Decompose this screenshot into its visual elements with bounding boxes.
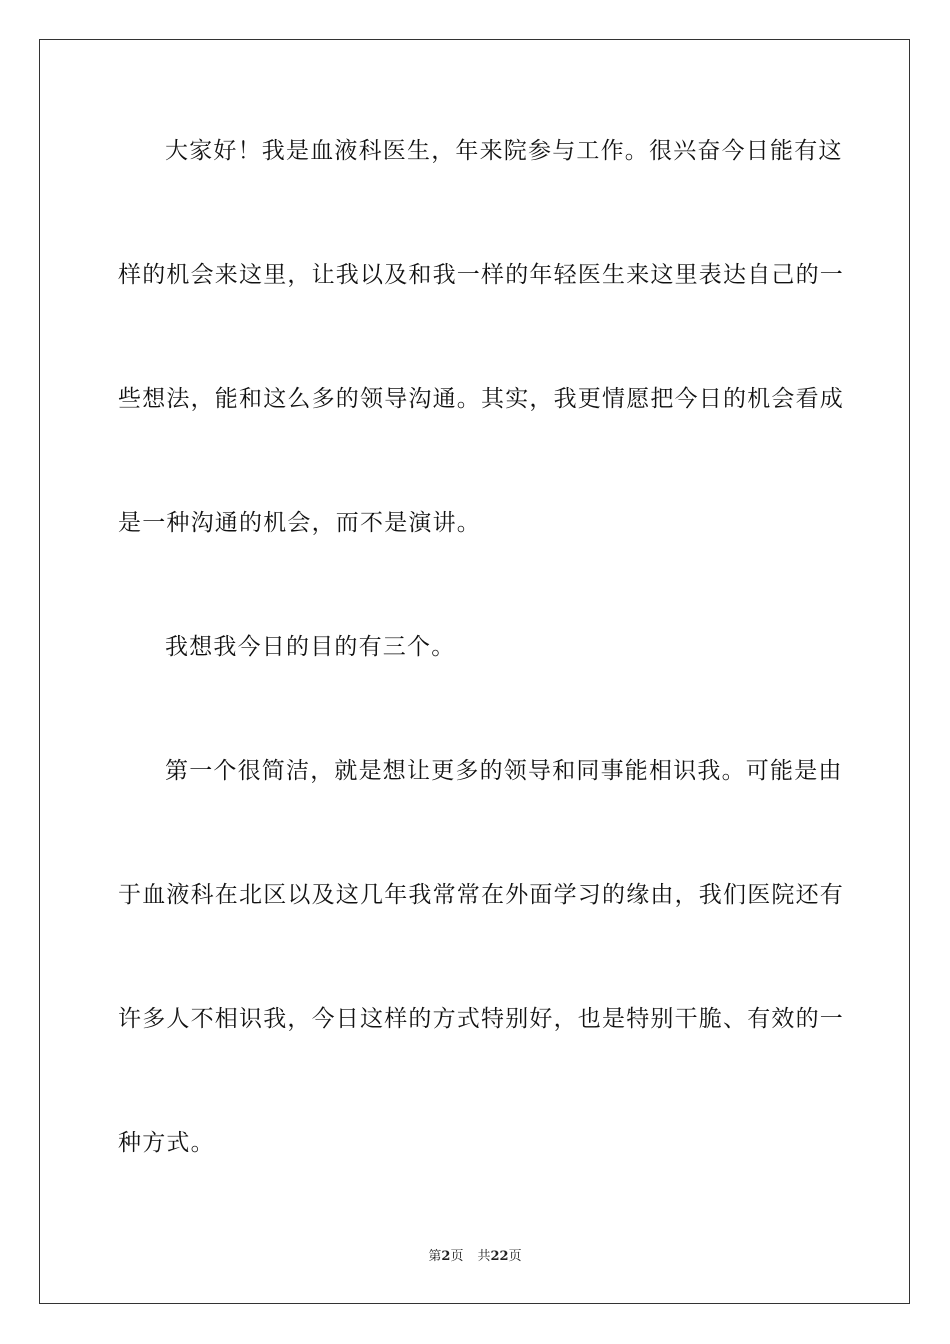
paragraph-3-line-3: 许多人不相识我，今日这样的方式特别好，也是特别干脆、有效的一 [118,1006,844,1032]
total-label-prefix: 共 [477,1249,491,1264]
total-label-suffix: 页 [508,1249,522,1264]
paragraph-3-line-1: 第一个很简洁，就是想让更多的领导和同事能相识我。可能是由 [165,758,843,784]
paragraph-1-line-3: 些想法，能和这么多的领导沟通。其实，我更情愿把今日的机会看成 [118,386,844,412]
paragraph-2-line-1: 我想我今日的目的有三个。 [165,634,456,660]
page-label-suffix: 页 [450,1249,464,1264]
paragraph-3-line-4: 种方式。 [118,1130,215,1156]
current-page-number: 2 [441,1249,451,1264]
page-footer [0,1248,950,1266]
paragraph-1-line-4: 是一种沟通的机会，而不是演讲。 [118,510,481,536]
page-label-prefix: 第 [428,1249,442,1264]
page-border [39,39,910,1304]
total-page-count: 22 [490,1249,509,1264]
paragraph-1-line-2: 样的机会来这里，让我以及和我一样的年轻医生来这里表达自己的一 [118,262,844,288]
paragraph-1-line-1: 大家好！我是血液科医生，年来院参与工作。很兴奋今日能有这 [165,138,843,164]
paragraph-3-line-2: 于血液科在北区以及这几年我常常在外面学习的缘由，我们医院还有 [118,882,844,908]
